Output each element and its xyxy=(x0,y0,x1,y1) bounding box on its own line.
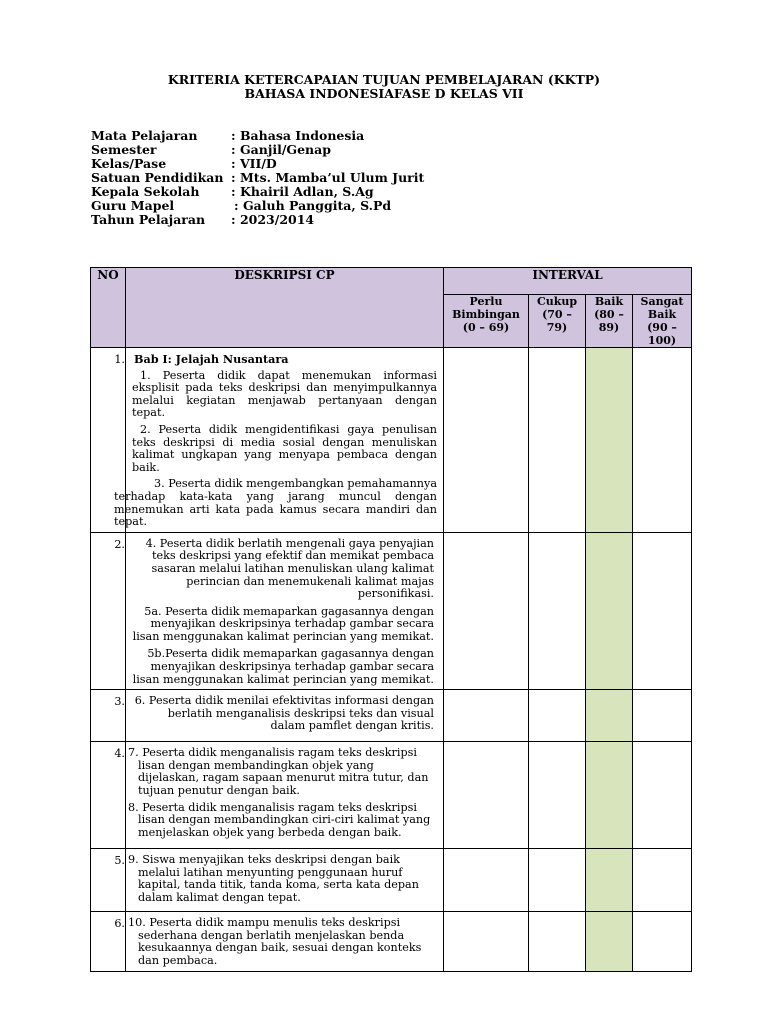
cp-item: 1. Peserta didik dapat menemukan informasi eksplisit pada teks deskripsi dan menyimpulkannya melalui kegiatan menjawab pertanyaan dengan tepat. xyxy=(132,368,437,420)
score-cell-baik xyxy=(586,348,633,533)
score-cell-baik xyxy=(586,690,633,742)
header-line: Bimbingan xyxy=(452,308,520,321)
table-row xyxy=(91,348,692,533)
score-cell-sangat-baik xyxy=(633,690,692,742)
table-row xyxy=(91,742,692,849)
row-number: 1. xyxy=(91,348,126,533)
score-cell-sangat-baik xyxy=(633,742,692,849)
header-description: DESKRIPSI CP xyxy=(126,268,444,348)
info-label: Semester xyxy=(91,142,157,157)
info-label: Kepala Sekolah xyxy=(91,184,200,199)
header-perlu-bimbingan xyxy=(444,295,529,348)
header-line: (0 – 69) xyxy=(462,321,510,334)
section-heading: Bab I: Jelajah Nusantara xyxy=(134,352,289,366)
header-line: (70 – xyxy=(542,308,572,321)
row-description xyxy=(126,742,444,849)
info-value: : Mts. Mamba’ul Ulum Jurit xyxy=(231,170,425,185)
header-cukup xyxy=(529,295,586,348)
score-cell-baik xyxy=(586,849,633,912)
document-title: KRITERIA KETERCAPAIAN TUJUAN PEMBELAJARAN (KKTP) xyxy=(167,72,601,87)
score-cell-perlu xyxy=(444,532,529,690)
score-cell-perlu xyxy=(444,348,529,533)
info-value: : Khairil Adlan, S.Ag xyxy=(231,184,374,199)
header-line: Cukup xyxy=(536,295,578,308)
header-line: 100) xyxy=(647,334,677,347)
info-label: Kelas/Pase xyxy=(91,156,167,171)
header-line: 79) xyxy=(546,321,568,334)
score-cell-perlu xyxy=(444,742,529,849)
score-cell-cukup xyxy=(529,690,586,742)
score-cell-baik xyxy=(586,532,633,690)
score-cell-cukup xyxy=(529,348,586,533)
score-cell-sangat-baik xyxy=(633,532,692,690)
score-cell-baik xyxy=(586,742,633,849)
info-label: Tahun Pelajaran xyxy=(91,212,206,227)
info-value: : 2023/2014 xyxy=(231,212,315,227)
score-cell-cukup xyxy=(529,532,586,690)
row-description xyxy=(126,690,444,742)
info-label: Guru Mapel xyxy=(91,198,175,213)
cp-item: 5b.Peserta didik memaparkan gagasannya dengan menyajikan deskripsinya terhadap gambar secara lisan menggunakan kalimat perincian yang memikat. xyxy=(132,647,434,686)
header-baik xyxy=(586,295,633,348)
row-description xyxy=(126,849,444,912)
header-sangat-baik xyxy=(633,295,692,348)
cp-item: 6. Peserta didik menilai efektivitas informasi dengan berlatih menganalisis deskripsi teks dan visual dalam pamflet dengan kritis. xyxy=(134,694,434,733)
row-number: 5. xyxy=(91,849,126,912)
info-value: : VII/D xyxy=(231,156,277,171)
score-cell-sangat-baik xyxy=(633,348,692,533)
header-line: 89) xyxy=(598,321,620,334)
cp-item: 3. Peserta didik mengembangkan pemahamannya terhadap kata-kata yang jarang muncul dengan menemukan arti kata pada kamus secara mandiri dan tepat. xyxy=(114,477,437,529)
table-row xyxy=(91,912,692,971)
row-description xyxy=(126,532,444,690)
table-row xyxy=(91,690,692,742)
score-cell-cukup xyxy=(529,849,586,912)
table-row xyxy=(91,849,692,912)
info-value: : Bahasa Indonesia xyxy=(231,128,365,143)
score-cell-perlu xyxy=(444,849,529,912)
row-description xyxy=(114,348,444,533)
header-line: Perlu xyxy=(469,295,503,308)
info-value: : Ganjil/Genap xyxy=(231,142,331,157)
info-label: Satuan Pendidikan xyxy=(91,170,224,185)
header-line: (90 – xyxy=(647,321,677,334)
score-cell-perlu xyxy=(444,912,529,971)
header-no: NO xyxy=(91,268,126,348)
cp-item: 9. Siswa menyajikan teks deskripsi dengan baik melalui latihan menyunting penggunaan huruf kapital, tanda titik, tanda koma, serta kata depan dalam kalimat dengan tepat. xyxy=(128,853,419,905)
header-line: Sangat xyxy=(640,295,684,308)
cp-item: 2. Peserta didik mengidentifikasi gaya penulisan teks deskripsi di media sosial dengan menuliskan kalimat ungkapan yang menyapa pembaca dengan baik. xyxy=(132,422,437,474)
info-label: Mata Pelajaran xyxy=(91,128,198,143)
info-value: : Galuh Panggita, S.Pd xyxy=(234,198,392,213)
cp-item: 4. Peserta didik berlatih mengenali gaya penyajian teks deskripsi yang efektif dan memikat pembaca sasaran melalui latihan menuliskan ulang kalimat perincian dan menemukenali kalimat majas personifikasi. xyxy=(145,536,434,601)
cp-item: 7. Peserta didik menganalisis ragam teks deskripsi lisan dengan membandingkan objek yang dijelaskan, ragam sapaan menurut mitra tutur, dan tujuan penutur dengan baik. xyxy=(128,746,429,798)
score-cell-perlu xyxy=(444,690,529,742)
row-number: 4. xyxy=(91,742,126,849)
score-cell-sangat-baik xyxy=(633,912,692,971)
header-line: Baik xyxy=(647,308,677,321)
score-cell-sangat-baik xyxy=(633,849,692,912)
row-number: 3. xyxy=(91,690,126,742)
header-line: (80 – xyxy=(594,308,624,321)
row-number: 6. xyxy=(91,912,126,971)
cp-item: 5a. Peserta didik memaparkan gagasannya dengan menyajikan deskripsinya terhadap gambar secara lisan menggunakan kalimat perincian yang memikat. xyxy=(132,604,434,643)
document-subtitle: BAHASA INDONESIAFASE D KELAS VII xyxy=(244,86,524,101)
header-line: Baik xyxy=(594,295,624,308)
cp-item: 8. Peserta didik menganalisis ragam teks deskripsi lisan dengan membandingkan ciri-ciri kalimat yang menjelaskan objek yang berbeda dengan baik. xyxy=(128,800,431,839)
score-cell-cukup xyxy=(529,912,586,971)
cp-item: 10. Peserta didik mampu menulis teks deskripsi sederhana dengan berlatih menjelaskan benda kesukaannya dengan baik, sesuai dengan konteks dan pembaca. xyxy=(128,916,422,968)
header-interval: INTERVAL xyxy=(444,268,692,295)
table-row xyxy=(91,532,692,690)
row-description xyxy=(126,912,444,971)
score-cell-cukup xyxy=(529,742,586,849)
row-number: 2. xyxy=(91,532,126,690)
kktp-table xyxy=(90,267,692,972)
score-cell-baik xyxy=(586,912,633,971)
